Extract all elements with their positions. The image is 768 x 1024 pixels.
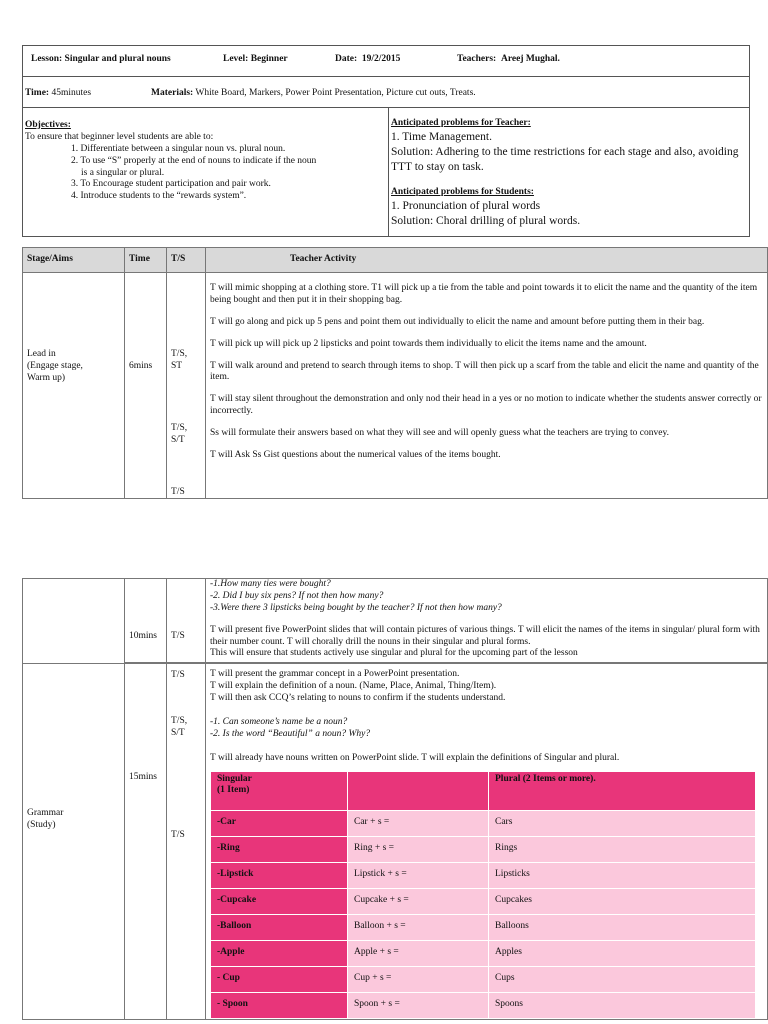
- ts-cell: T/S T/S, S/T T/S: [167, 664, 206, 1019]
- table-row: - Spoon Spoon + s = Spoons: [211, 992, 756, 1018]
- singular-subheader: (1 Item): [217, 785, 250, 796]
- stage-cell: Lead in (Engage stage, Warm up): [23, 273, 125, 499]
- objective-item: 4. Introduce students to the “rewards system”.: [71, 191, 247, 202]
- problems-teacher-title: Anticipated problems for Teacher:: [391, 118, 531, 128]
- header-stage: Stage/Aims: [23, 248, 125, 273]
- time-cell: 10mins: [125, 579, 167, 663]
- problems-students-line1: 1. Pronunciation of plural words: [391, 199, 541, 212]
- time-cell: 15mins: [125, 664, 167, 1019]
- plural-header: Plural (2 Items or more).: [489, 771, 756, 810]
- header-ts: T/S: [167, 248, 206, 273]
- gist-question: -1.How many ties were bought?: [210, 579, 331, 589]
- activity-paragraph: This will ensure that students actively use singular and plural for the upcoming part of the lesson: [210, 648, 578, 659]
- activity-paragraph: Ss will formulate their answers based on what they will see and will openly guess what the teachers are trying to convey.: [210, 428, 669, 438]
- lesson-header: [22, 45, 750, 237]
- activity-paragraph: T will mimic shopping at a clothing store. T1 will pick up a tie from the table and point towards it to elicit the name and the quantity of the item being bought and then put it in their shopping bag.: [210, 283, 758, 305]
- level-label: Level:: [223, 54, 249, 64]
- activity-paragraph: T will stay silent throughout the demonstration and only nod their head in a yes or no motion to indicate whether the students answer correctly or incorrectly.: [210, 394, 762, 417]
- objective-item: 2. To use “S” properly at the end of nouns to indicate if the noun: [71, 155, 317, 166]
- activity-cell: [206, 664, 768, 1019]
- problems-teacher-line2: Solution: Adhering to the time restrictions for each stage and also, avoiding TTT to stay on task.: [391, 145, 739, 173]
- ccq-question: -2. Is the word “Beautiful” a noun? Why?: [210, 728, 371, 739]
- gist-question: -2. Did I buy six pens? If not then how many?: [210, 590, 384, 601]
- objectives-section: [25, 120, 380, 203]
- materials-label: Materials:: [151, 88, 194, 98]
- ts-cell: T/S: [167, 579, 206, 663]
- table-row: -Ring Ring + s = Rings: [211, 836, 756, 862]
- gist-question: -3.Were there 3 lipsticks being bought by the teacher? If not then how many?: [210, 602, 502, 613]
- header-teacher-activity: Teacher Activity: [206, 248, 768, 273]
- activity-paragraph: T will present five PowerPoint slides that will contain pictures of various things. T will elicit the names of the items in singular/ plural form with their number count. T will chorally drill the nouns in their singular and plural forms.: [210, 624, 760, 647]
- lesson-plan-table-1: [22, 247, 768, 499]
- table-row: -Apple Apple + s = Apples: [211, 940, 756, 966]
- objectives-problems-row: [23, 108, 749, 236]
- table-row: -Balloon Balloon + s = Balloons: [211, 914, 756, 940]
- singular-header: Singular: [217, 773, 252, 784]
- objectives-list: [25, 144, 380, 203]
- problems-students-line2: Solution: Choral drilling of plural words.: [391, 214, 581, 227]
- teachers-value: Areej Mughal.: [500, 54, 560, 64]
- activity-paragraph: T will then ask CCQ’s relating to nouns to confirm if the students understand.: [210, 693, 506, 703]
- objective-item: 1. Differentiate between a singular noun vs. plural noun.: [71, 143, 286, 154]
- materials-value: White Board, Markers, Power Point Presentation, Picture cut outs, Treats.: [195, 88, 476, 98]
- activity-paragraph: T will Ask Ss Gist questions about the numerical values of the items bought.: [210, 449, 501, 460]
- table-row: [23, 579, 768, 663]
- stage-cell: Grammar (Study): [23, 664, 125, 1019]
- objective-item: 3. To Encourage student participation and pair work.: [71, 179, 271, 190]
- header-time: Time: [125, 248, 167, 273]
- activity-paragraph: T will pick up will pick up 2 lipsticks and point towards them individually to elicit the items name and the amount.: [210, 338, 647, 349]
- time-value: 45minutes: [51, 88, 92, 98]
- ccq-question: -1. Can someone’s name be a noun?: [210, 716, 348, 727]
- activity-paragraph: T will go along and pick up 5 pens and point them out individually to elicit the name and amount before putting them in their bag.: [210, 316, 705, 327]
- problems-teacher-line1: 1. Time Management.: [391, 130, 492, 143]
- activity-cell: [206, 273, 768, 499]
- anticipated-problems-section: [391, 118, 745, 228]
- objectives-title: Objectives:: [25, 120, 71, 130]
- activity-paragraph: T will present the grammar concept in a PowerPoint presentation.: [210, 669, 460, 680]
- lesson-label: Lesson:: [31, 54, 63, 64]
- problems-students-title: Anticipated problems for Students:: [391, 186, 534, 197]
- activity-cell: [206, 579, 768, 663]
- lesson-info-row: [23, 46, 749, 77]
- date-value: 19/2/2015: [361, 54, 401, 64]
- table-row: - Cup Cup + s = Cups: [211, 966, 756, 992]
- time-label: Time:: [25, 88, 50, 98]
- lesson-value: Singular and plural nouns: [64, 54, 171, 64]
- objective-item: is a singular or plural.: [81, 167, 165, 178]
- activity-paragraph: T will walk around and pretend to search through items to shop. T will then pick up a scarf from the table and elicit the name and quantity of the item.: [210, 360, 759, 383]
- column-divider: [388, 108, 389, 236]
- table-row: -Lipstick Lipstick + s = Lipsticks: [211, 862, 756, 888]
- date-label: Date:: [335, 54, 358, 64]
- level-value: Beginner: [250, 54, 288, 64]
- time-cell: 6mins: [125, 273, 167, 499]
- table-header-row: [23, 248, 768, 273]
- activity-paragraph: T will already have nouns written on PowerPoint slide. T will explain the definitions of Singular and plural.: [210, 752, 620, 763]
- objectives-intro: To ensure that beginner level students are able to:: [25, 131, 214, 142]
- time-materials-row: [23, 77, 749, 108]
- activity-paragraph: T will explain the definition of a noun. (Name, Place, Animal, Thing/Item).: [210, 681, 497, 692]
- table-row: [23, 664, 768, 1019]
- teachers-label: Teachers:: [457, 54, 497, 64]
- lesson-plan-table-2: [22, 578, 768, 1020]
- singular-plural-table: [210, 771, 756, 1019]
- formula-header: [348, 771, 489, 810]
- ts-cell: T/S, ST T/S, S/T T/S: [167, 273, 206, 499]
- table-row: [23, 273, 768, 499]
- pink-header-row: [211, 771, 756, 810]
- table-row: -Cupcake Cupcake + s = Cupcakes: [211, 888, 756, 914]
- table-row: -Car Car + s = Cars: [211, 810, 756, 836]
